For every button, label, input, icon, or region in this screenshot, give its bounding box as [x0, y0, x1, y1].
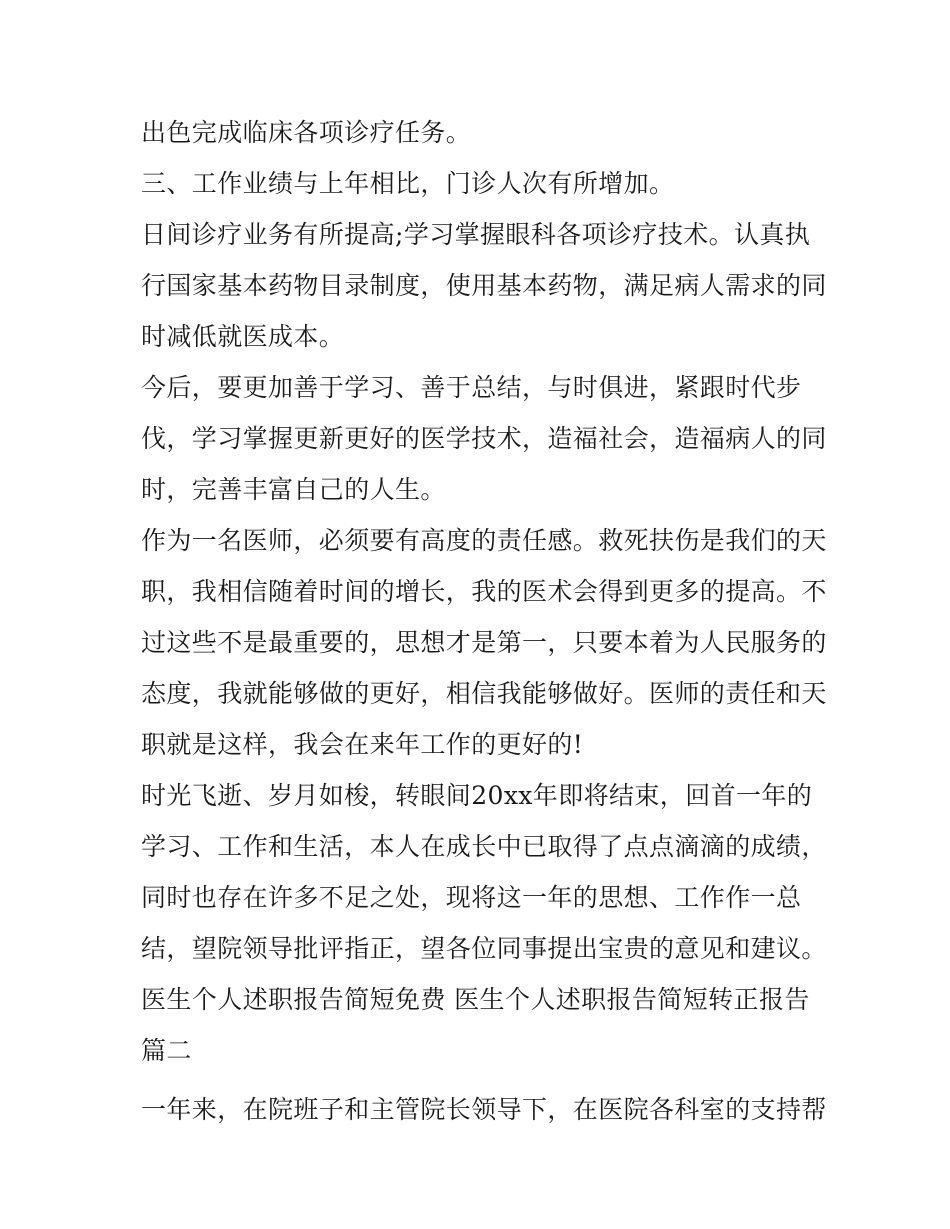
text-line: 时，完善丰富自己的人生。 [141, 475, 446, 504]
text-line: 伐，学习掌握更新更好的医学技术，造福社会，造福病人的同 [141, 424, 827, 453]
text-line: 同时也存在许多不足之处，现将这一年的思想、工作作一总 [141, 883, 802, 912]
text-line: 结，望院领导批评指正，望各位同事提出宝贵的意见和建议。 [141, 934, 827, 963]
article-subtitle: 篇二 [141, 1036, 192, 1065]
text-line: 一年来，在院班子和主管院长领导下，在医院各科室的支持帮 [141, 1095, 827, 1124]
text-line: 行国家基本药物目录制度，使用基本药物，满足病人需求的同 [141, 271, 827, 300]
text-line: 职，我相信随着时间的增长，我的医术会得到更多的提高。不 [141, 577, 827, 606]
text-line: 职就是这样，我会在来年工作的更好的! [141, 730, 584, 759]
text-line: 态度，我就能够做的更好，相信我能够做好。医师的责任和天 [141, 679, 827, 708]
section-heading: 三、工作业绩与上年相比，门诊人次有所增加。 [141, 169, 675, 198]
text-line: 时减低就医成本。 [141, 322, 345, 351]
text-line: 今后，要更加善于学习、善于总结，与时俱进，紧跟时代步 [141, 373, 802, 402]
document-body [141, 107, 827, 1135]
article-title: 医生个人述职报告简短免费 医生个人述职报告简短转正报告 [141, 985, 810, 1014]
text-line: 时光飞逝、岁月如梭，转眼间20xx年即将结束，回首一年的 [141, 781, 813, 810]
text-line: 日间诊疗业务有所提高;学习掌握眼科各项诊疗技术。认真执 [141, 220, 811, 249]
text-line: 出色完成临床各项诊疗任务。 [141, 118, 472, 147]
text-line: 作为一名医师，必须要有高度的责任感。救死扶伤是我们的天 [141, 526, 827, 555]
text-line: 过这些不是最重要的，思想才是第一，只要本着为人民服务的 [141, 628, 827, 657]
text-line: 学习、工作和生活，本人在成长中已取得了点点滴滴的成绩， [141, 832, 827, 861]
